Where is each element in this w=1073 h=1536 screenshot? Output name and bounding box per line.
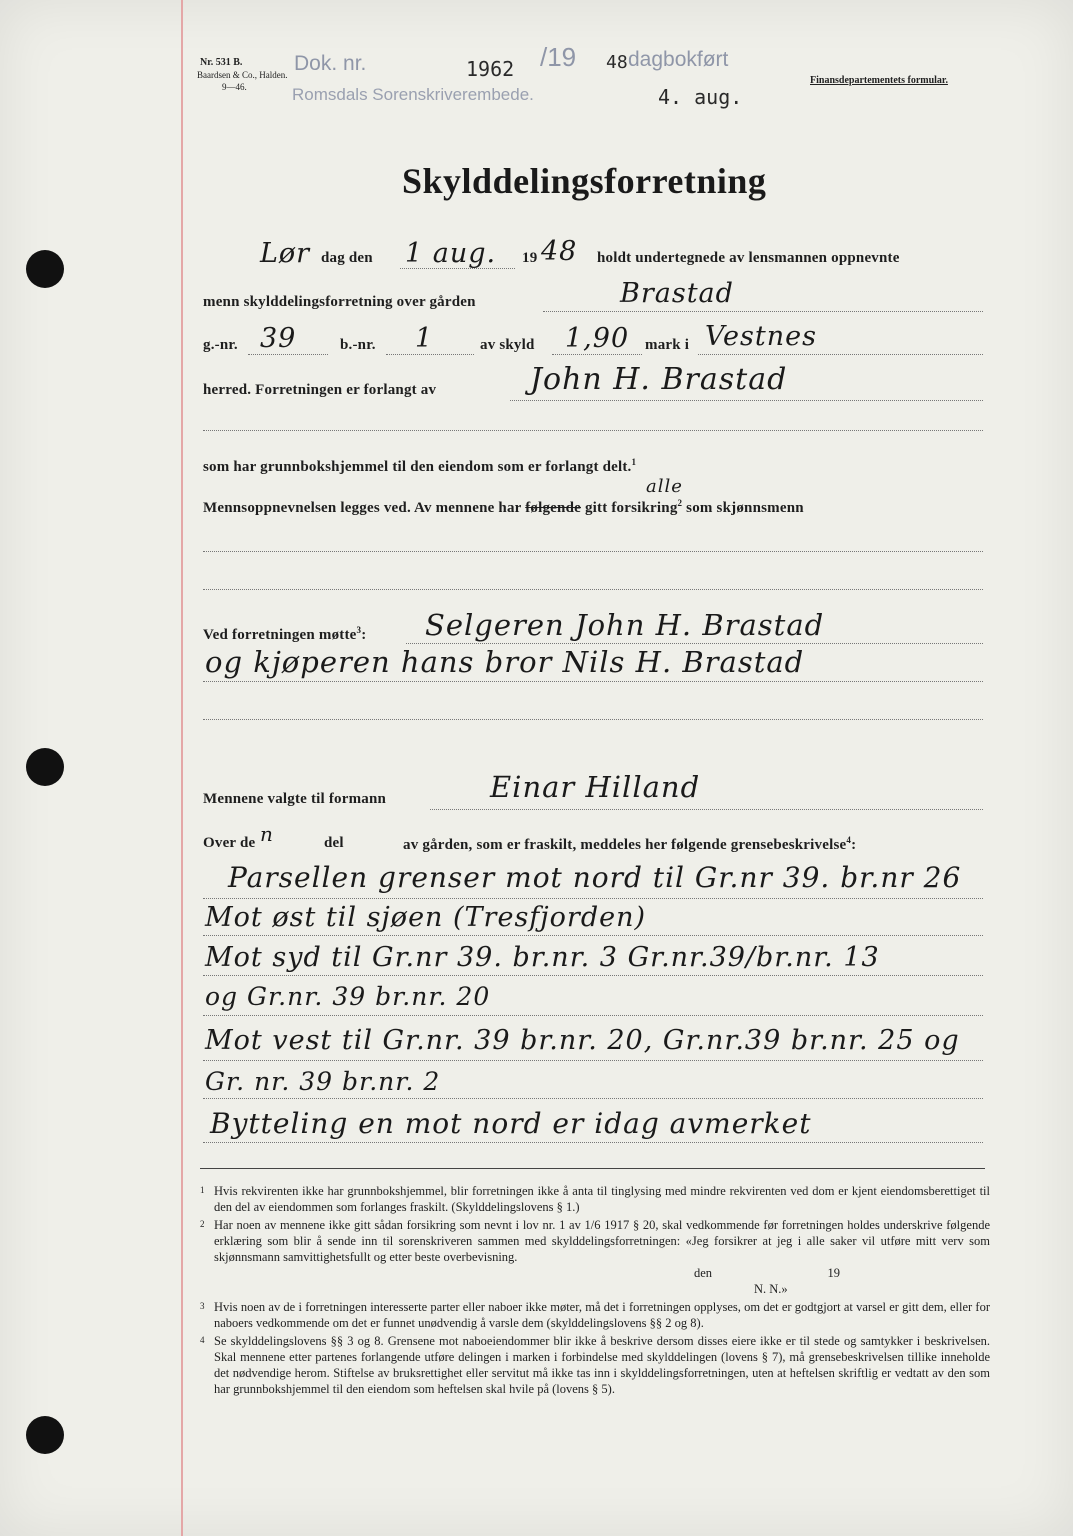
- menn-text: Mennsoppnevnelsen legges ved. Av mennene har følgende gitt forsikring$^2$ som skjønnsmenn: [203, 498, 804, 516]
- portion-handwritten: n: [260, 822, 274, 846]
- ministry-form-label: Finansdepartementets formular.: [810, 75, 948, 86]
- boundary-line-7: Bytteling en mot nord er idag avmerket: [210, 1107, 812, 1140]
- chairman-handwritten: Einar Hilland: [490, 770, 701, 804]
- attendees-label: Ved forretningen møtte$^3$:: [203, 625, 367, 643]
- grunnbok-text: som har grunnbokshjemmel til den eiendom som er forlangt delt.$^1$: [203, 457, 637, 475]
- punch-hole-middle: [26, 748, 64, 786]
- boundary-line-4: og Gr.nr. 39 br.nr. 20: [205, 982, 491, 1011]
- municipality-handwritten: Vestnes: [705, 321, 817, 352]
- requester-label: herred. Forretningen er forlangt av: [203, 382, 437, 398]
- footnote-3: 3 Hvis noen av de i forretningen interesserte parter eller naboer ikke møter, må det i forretningen opplyses, om det er godtgjort at varsel er gitt dem, eller for naboers vedkommende om det er funnet unødvendig å varsle dem (skylddelingslovens §§ 2 og 8).: [200, 1300, 990, 1330]
- attendees-handwritten-2: og kjøperen hans bror Nils H. Brastad: [205, 645, 805, 679]
- stamp-dagbokfort: dagbokført: [628, 48, 729, 71]
- footnote-2: 2 Har noen av mennene ikke gitt sådan forsikring som nevnt i lov nr. 1 av 1/6 1917 § 20, skal vedkommende før forretningen holdes underskrive følgende erklæring som blir å sende inn til sorenskriveren sammen med skylddelingsforretningen: «Jeg forsikrer at jeg i alle saker vil utføre mitt verv som skjønnsmann samvittighetsfullt og etter beste overbevisning. den 19 N. N.»: [200, 1218, 990, 1296]
- boundary-line-5: Mot vest til Gr.nr. 39 br.nr. 20, Gr.nr.39 br.nr. 25 og: [205, 1025, 960, 1056]
- bnr-label: b.-nr.: [340, 337, 376, 353]
- stamp-slash-year: /19: [540, 42, 577, 72]
- mark-label: mark i: [645, 337, 690, 353]
- attendees-handwritten-1: Selgeren John H. Brastad: [425, 608, 825, 642]
- stamp-dok-nr: Dok. nr.: [294, 52, 367, 75]
- footnote-divider: [200, 1168, 985, 1169]
- print-date: 9—46.: [222, 82, 247, 92]
- footnotes: [200, 1183, 990, 1399]
- day-label: dag den: [321, 250, 373, 266]
- bnr-handwritten: 1: [415, 323, 434, 354]
- stamp-date: 4. aug.: [658, 85, 743, 109]
- year-suffix: 48: [606, 52, 628, 73]
- farm-line-label: menn skylddelingsforretning over gården: [203, 294, 476, 310]
- boundary-line-2: Mot øst til sjøen (Tresfjorden): [205, 902, 647, 933]
- margin-rule: [181, 0, 183, 1536]
- doc-number: 1962: [466, 57, 515, 81]
- gnr-handwritten: 39: [260, 323, 297, 354]
- printer-name: Baardsen & Co., Halden.: [197, 70, 288, 80]
- gnr-label: g.-nr.: [203, 337, 238, 353]
- over-label-b: del: [324, 835, 344, 851]
- form-number: Nr. 531 B.: [200, 57, 243, 68]
- skyld-handwritten: 1,90: [565, 323, 630, 354]
- chairman-label: Mennene valgte til formann: [203, 791, 387, 807]
- document-title: Skylddelingsforretning: [402, 161, 767, 201]
- boundary-line-1: Parsellen grenser mot nord til Gr.nr 39. br.nr 26: [228, 861, 962, 894]
- boundary-line-6: Gr. nr. 39 br.nr. 2: [205, 1067, 441, 1096]
- skyld-label: av skyld: [480, 337, 535, 353]
- footnote-4: 4 Se skylddelingslovens §§ 3 og 8. Grensene mot naboeiendommer blir ikke å beskrive dersom disses eiere ikke er til stede og samtykker i beskrivelsen. Skal mennene etter partenes forlangende utføre delingen i marken i forbindelse med skylddelingen (lovens § 7), må grensebeskrivelsen tillike inneholde det nødvendige herom. Stiftelse av bruksrettighet eller servitut må ikke tas inn i skylddelingsforretningen, uten at heftelsen skriftlig er vedtatt av den som har grunnbokshjemmel til den eiendom som heftelsen skal hvile på (lovens § 5).: [200, 1334, 990, 1396]
- footnote-1: 1 Hvis rekvirenten ikke har grunnbokshjemmel, blir forretningen ikke å anta til tinglysing med mindre rekvirenten ved dom er kjent eiendomsberettiget til den del av eiendommen som forlanges fraskilt. (Skylddelingslovens § 1.): [200, 1184, 990, 1214]
- requester-handwritten: John H. Brastad: [530, 362, 788, 397]
- over-label-a: Over de: [203, 835, 256, 851]
- punch-hole-top: [26, 250, 64, 288]
- farm-name-handwritten: Brastad: [620, 278, 734, 309]
- stamp-court: Romsdals Sorenskriverembede.: [292, 85, 534, 104]
- boundary-line-3: Mot syd til Gr.nr 39. br.nr. 3 Gr.nr.39/br.nr. 13: [205, 942, 880, 973]
- weekday-handwritten: Lør: [260, 238, 311, 269]
- line1-text: holdt undertegnede av lensmannen oppnevnte: [597, 250, 900, 266]
- date-handwritten: 1 aug.: [405, 238, 497, 269]
- insert-handwritten: alle: [646, 476, 683, 497]
- boundary-label: av gården, som er fraskilt, meddeles her følgende grensebeskrivelse$^4$:: [403, 835, 857, 853]
- year-prefix: 19: [522, 250, 538, 266]
- punch-hole-bottom: [26, 1416, 64, 1454]
- year-handwritten: 48: [541, 236, 578, 267]
